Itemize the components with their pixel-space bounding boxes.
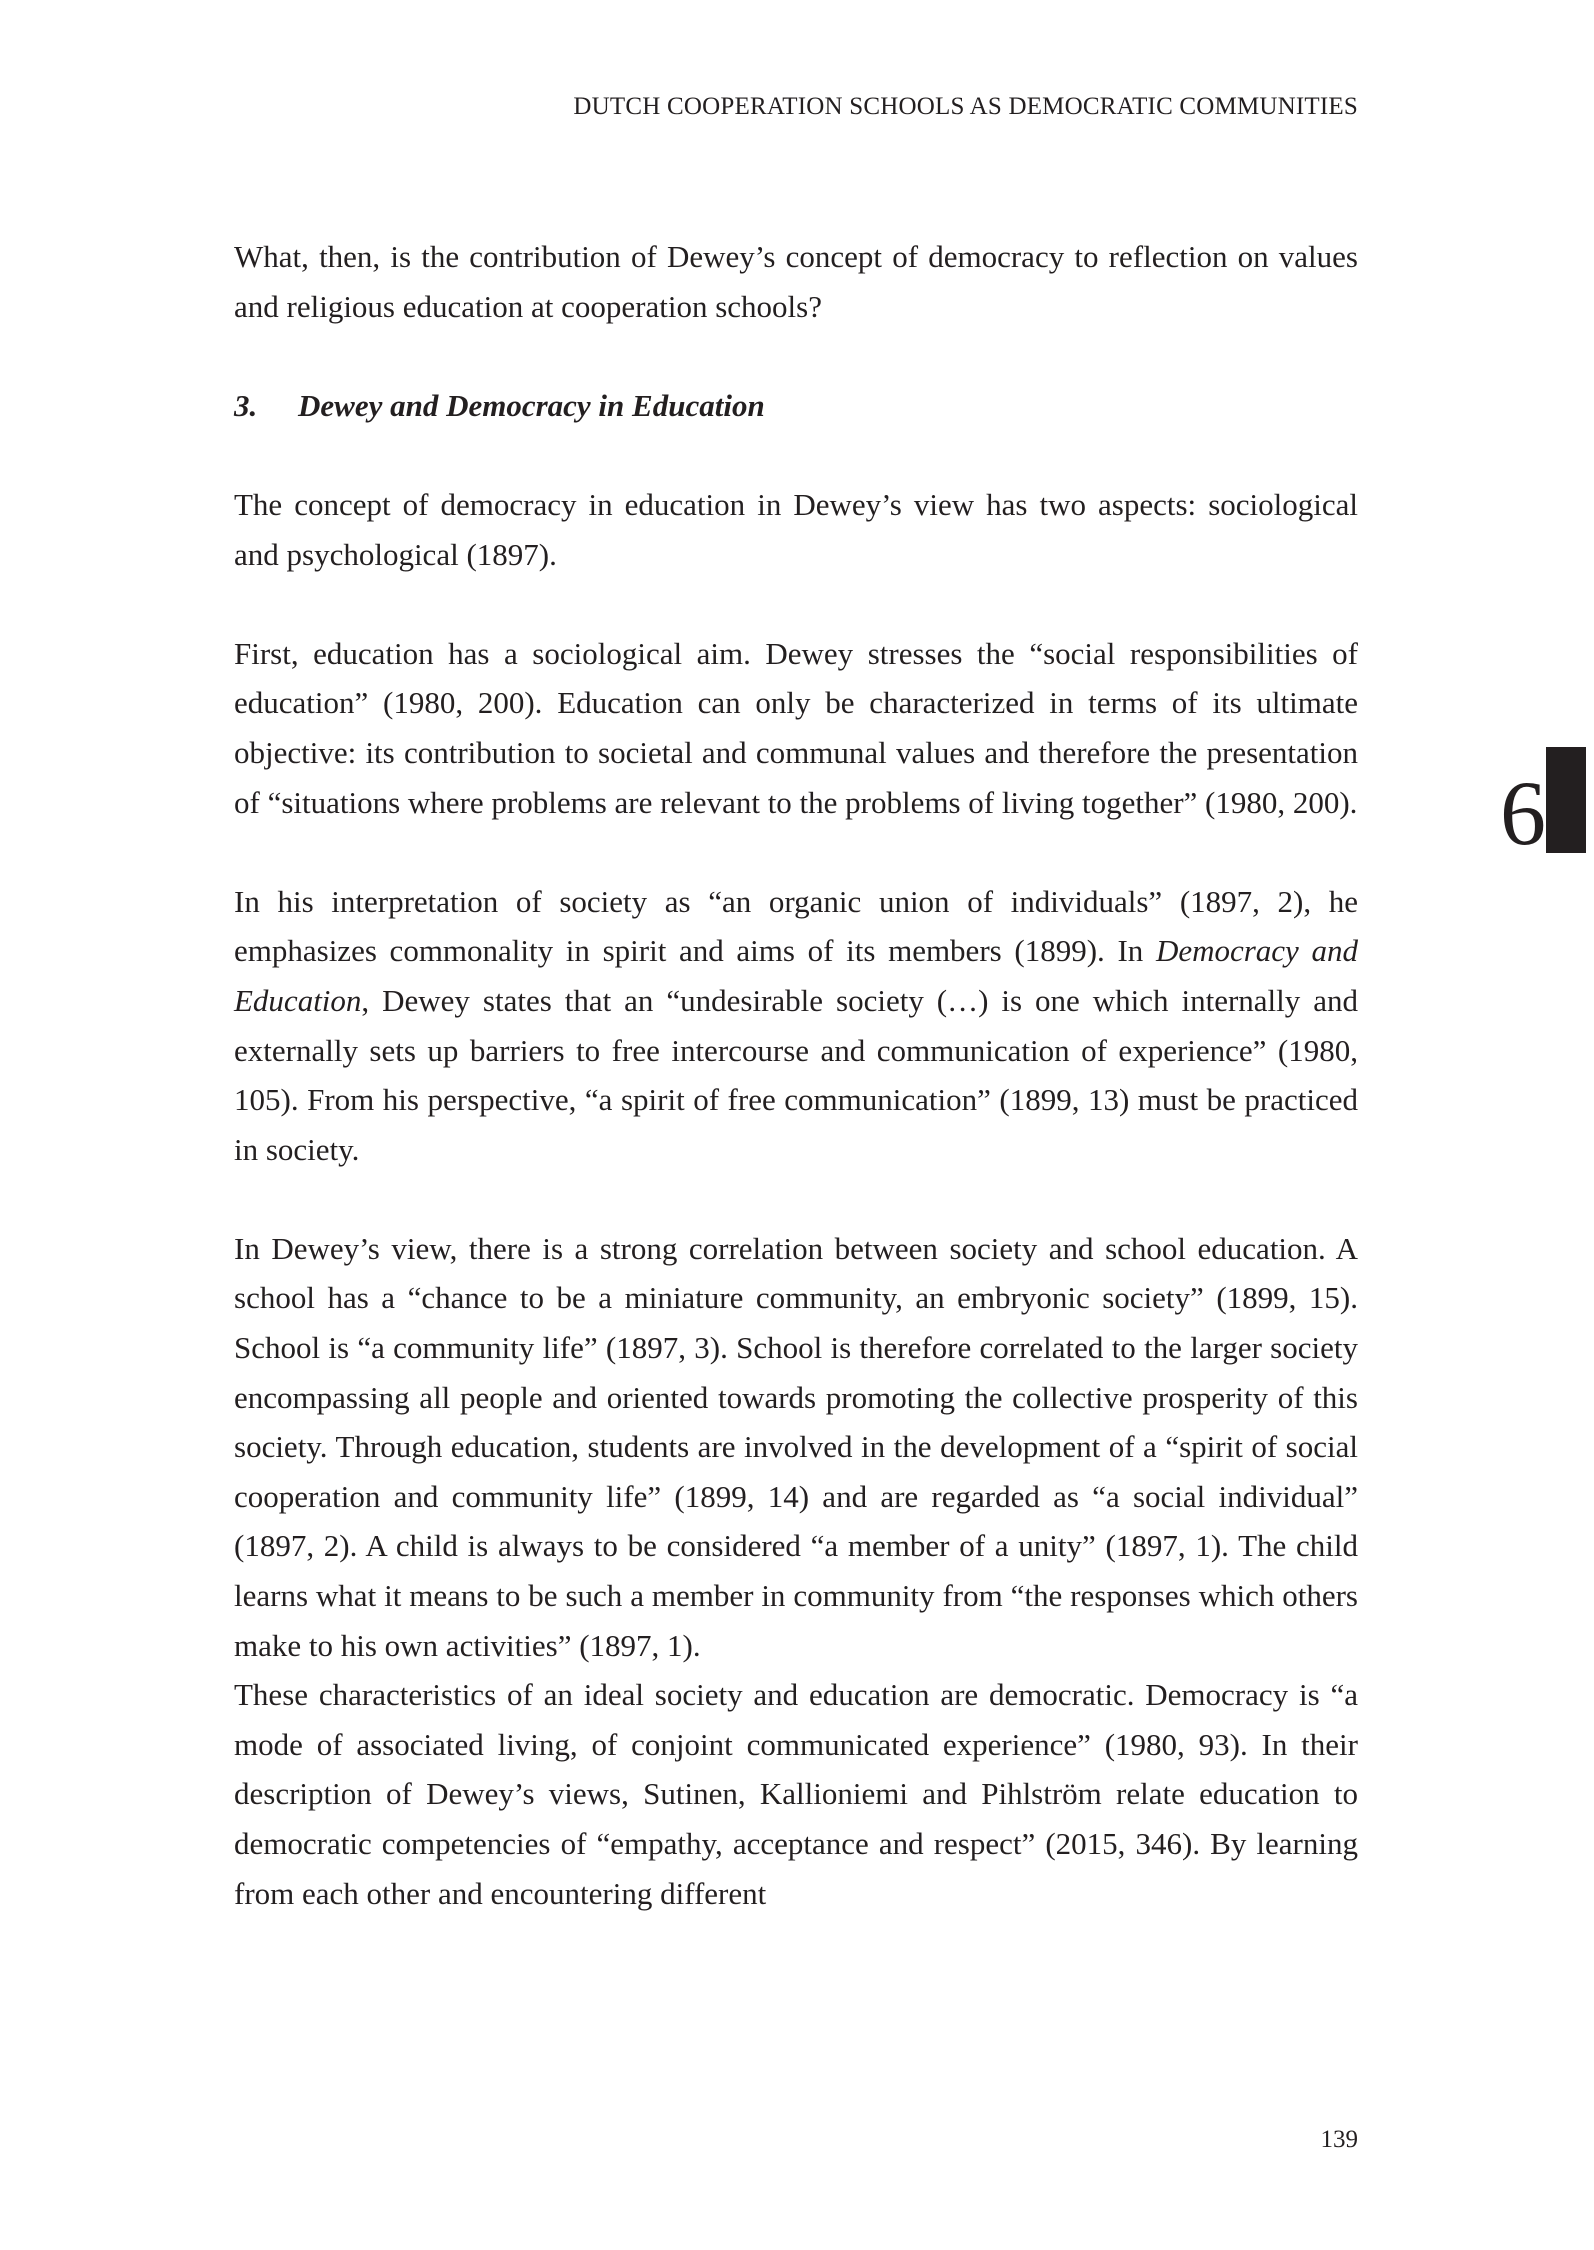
section-heading [234,381,1358,431]
section-title: Dewey and Democracy in Education [298,387,765,423]
page-number: 139 [1320,2126,1358,2153]
text-run: In his interpretation of society as “an organic union of individuals” (1897, 2), he emphasizes commonality in spirit and aims of its members (1899). In [234,883,1358,969]
paragraph-aspects: The concept of democracy in education in Dewey’s view has two aspects: sociological and psychological (1897). [234,486,1358,572]
chapter-number: 6 [1500,762,1544,864]
chapter-tab-bar [1546,747,1586,853]
running-head: DUTCH COOPERATION SCHOOLS AS DEMOCRATIC COMMUNITIES [573,93,1358,120]
text-run: , Dewey states that an “undesirable society (…) is one which internally and externally sets up barriers to free intercourse and communication of experience” (1980, 105). From his perspective, “a spirit of free communication” (1899, 13) must be practiced in society. [234,982,1358,1167]
paragraph-organic-union [234,877,1358,1175]
chapter-tab [1500,747,1586,864]
body-text [234,232,1358,1918]
intro-paragraph: What, then, is the contribution of Dewey’s concept of democracy to reflection on values and religious education at cooperation schools? [234,239,1358,324]
paragraph-school-society: In Dewey’s view, there is a strong correlation between society and school education. A school has a “chance to be a miniature community, an embryonic society” (1899, 15). School is “a community life” (1897, 3). School is therefore correlated to the larger society encompassing all people and oriented towards promoting the collective prosperity of this society. Through education, students are involved in the development of a “spirit of social cooperation and community life” (1899, 14) and are regarded as “a social individual” (1897, 2). A child is always to be considered “a member of a unity” (1897, 1). The child learns what it means to be such a member in community from “the responses which others make to his own activities” (1897, 1). [234,1230,1358,1663]
paragraph-democratic-characteristics: These characteristics of an ideal society and education are democratic. Democracy is “a mode of associated living, of conjoint communicated experience” (1980, 93). In their description of Dewey’s views, Sutinen, Kallioniemi and Pihlström relate education to democratic competencies of “empathy, acceptance and respect” (2015, 346). By learning from each other and encountering different [234,1677,1358,1911]
book-title-italic: Democracy and Education [234,933,1358,1018]
paragraph-sociological-aim: First, education has a sociological aim. Dewey stresses the “social responsibilities of education” (1980, 200). Education can only be characterized in terms of its ultimate objective: its contribution to societal and communal values and therefore the presentation of “situations where problems are relevant to the problems of living together” (1980, 200). [234,635,1358,820]
section-number: 3. [234,387,258,423]
